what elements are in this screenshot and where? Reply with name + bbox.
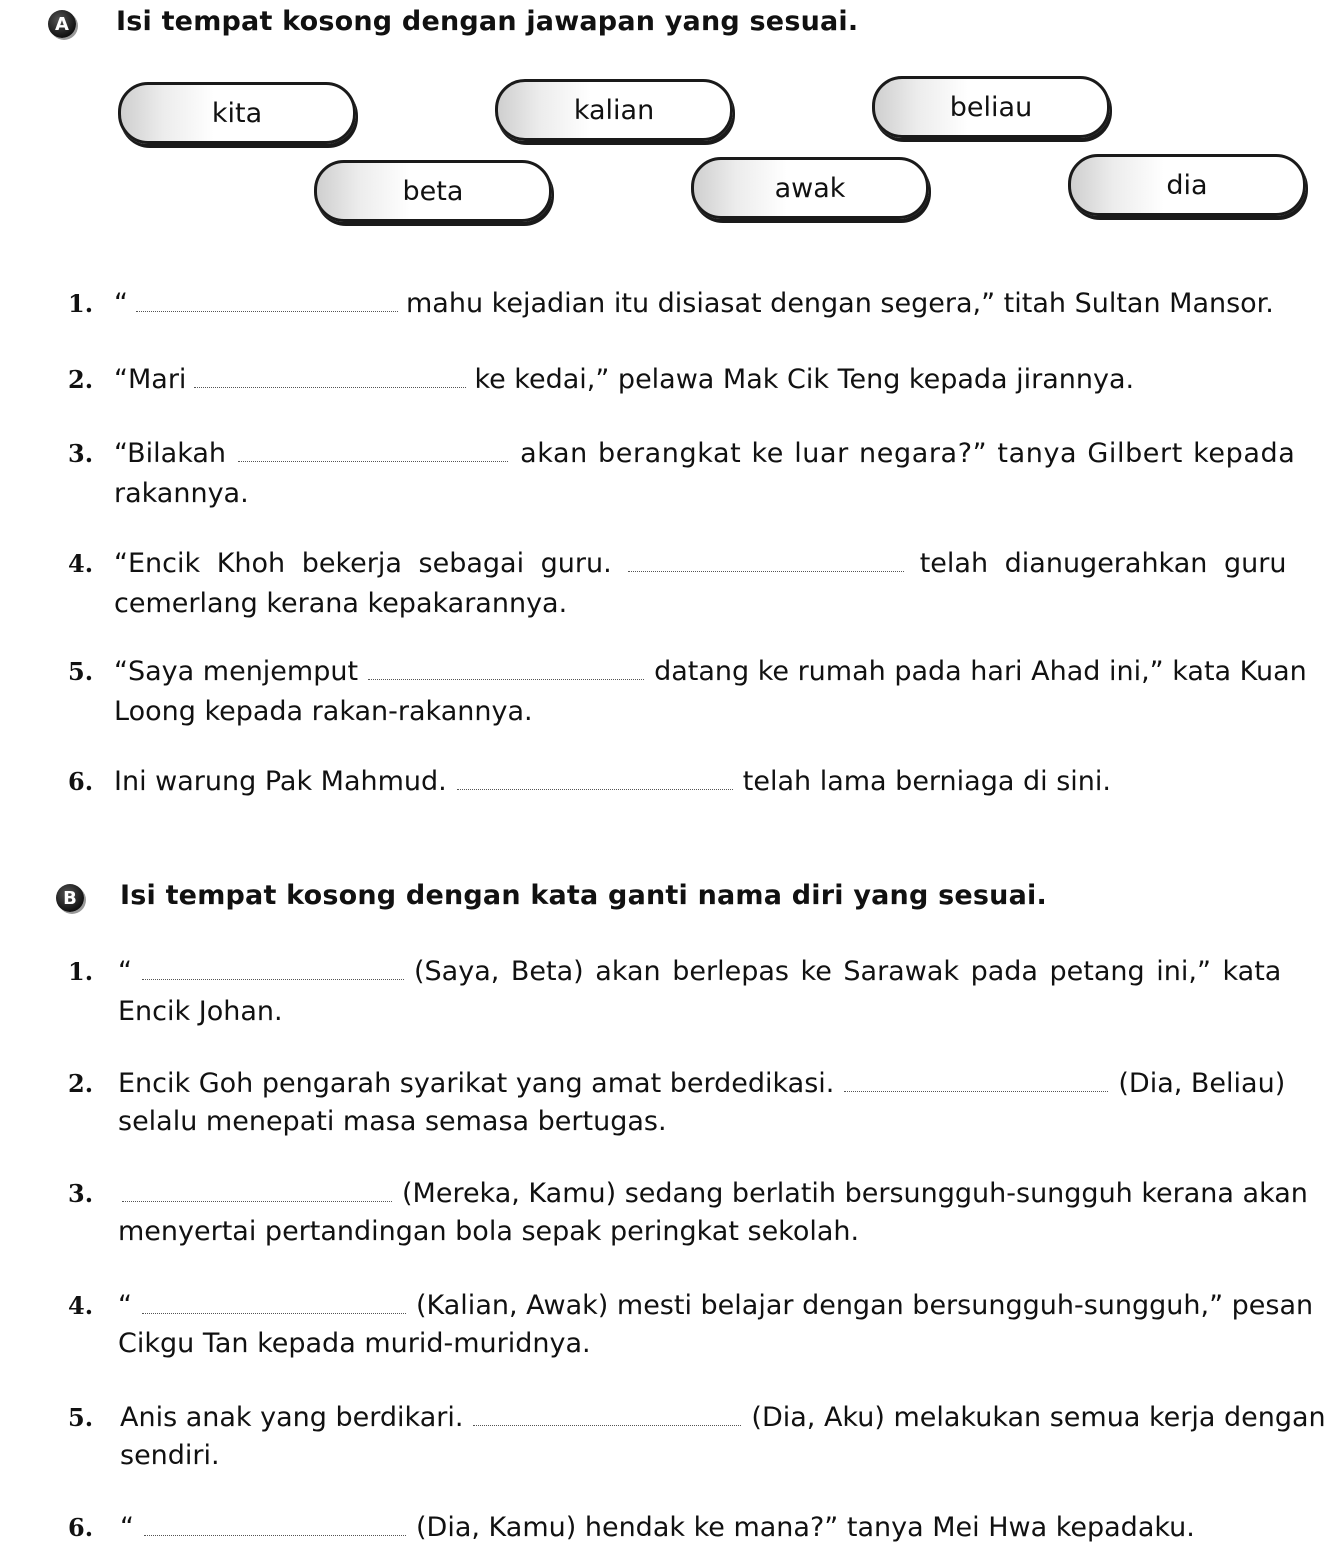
section-b-badge: B	[56, 884, 84, 912]
question-text-after: (Kalian, Awak) mesti belajar dengan bersungguh-sungguh,” pesan	[416, 1290, 1314, 1321]
question-number: 6.	[68, 1513, 94, 1542]
word-pill-awak: awak	[691, 157, 929, 219]
question-a4	[68, 544, 1314, 624]
answer-blank[interactable]	[142, 975, 404, 980]
answer-blank[interactable]	[194, 383, 466, 388]
question-text-before: “Saya menjemput	[114, 656, 359, 687]
question-number: 3.	[68, 1179, 94, 1208]
question-number: 2.	[68, 365, 94, 394]
question-b5	[68, 1398, 1326, 1478]
answer-blank[interactable]	[628, 567, 904, 572]
question-text-line2: sendiri.	[120, 1440, 220, 1471]
question-number: 5.	[68, 657, 94, 686]
word-pill-beliau: beliau	[872, 76, 1110, 138]
question-text-line2: Loong kepada rakan-rakannya.	[114, 696, 533, 727]
question-number: 1.	[68, 289, 94, 318]
section-a-badge: A	[48, 10, 76, 38]
question-text-after: (Dia, Kamu) hendak ke mana?” tanya Mei Hwa kepadaku.	[416, 1512, 1195, 1543]
word-pill-kita: kita	[118, 82, 356, 144]
question-number: 6.	[68, 767, 94, 796]
question-b6	[68, 1508, 1318, 1548]
question-a5	[68, 652, 1314, 732]
word-pill-kalian: kalian	[495, 79, 733, 141]
question-number: 1.	[68, 957, 94, 986]
answer-blank[interactable]	[144, 1531, 406, 1536]
question-b3	[68, 1174, 1318, 1254]
question-text-before: “	[120, 1512, 134, 1543]
question-b4	[68, 1286, 1318, 1366]
question-text-before: “	[118, 1290, 132, 1321]
question-number: 4.	[68, 1291, 94, 1320]
question-text-before: Encik Goh pengarah syarikat yang amat berdedikasi.	[118, 1068, 835, 1099]
question-text-line2: Encik Johan.	[118, 996, 283, 1027]
question-text-before: Ini warung Pak Mahmud.	[114, 766, 447, 797]
answer-blank[interactable]	[142, 1309, 406, 1314]
question-a2	[68, 360, 1308, 400]
question-text-line2: menyertai pertandingan bola sepak peringkat sekolah.	[118, 1216, 860, 1247]
question-text-line2: cemerlang kerana kepakarannya.	[114, 588, 568, 619]
answer-blank[interactable]	[844, 1087, 1108, 1092]
question-number: 3.	[68, 439, 94, 468]
question-text-before: “	[114, 288, 128, 319]
question-a3	[68, 434, 1314, 514]
question-text-after: telah lama berniaga di sini.	[742, 766, 1111, 797]
question-number: 5.	[68, 1403, 94, 1432]
question-text-after: akan berangkat ke luar negara?” tanya Gilbert kepada	[520, 438, 1296, 469]
answer-blank[interactable]	[368, 675, 644, 680]
answer-blank[interactable]	[473, 1421, 741, 1426]
question-number: 2.	[68, 1069, 94, 1098]
question-text-after: (Saya, Beta) akan berlepas ke Sarawak pada petang ini,” kata	[414, 956, 1282, 987]
question-text-before: “	[118, 956, 132, 987]
question-number: 4.	[68, 549, 94, 578]
answer-blank[interactable]	[136, 307, 398, 312]
question-b2	[68, 1064, 1318, 1144]
question-text-before: “Encik Khoh bekerja sebagai guru.	[114, 548, 612, 579]
question-b1	[68, 952, 1318, 1032]
word-pill-dia: dia	[1068, 154, 1306, 216]
answer-blank[interactable]	[238, 457, 508, 462]
question-text-before: Anis anak yang berdikari.	[120, 1402, 464, 1433]
word-pill-beta: beta	[314, 160, 552, 222]
question-text-after: ke kedai,” pelawa Mak Cik Teng kepada jirannya.	[474, 364, 1135, 395]
question-text-after: mahu kejadian itu disiasat dengan segera,” titah Sultan Mansor.	[406, 288, 1274, 319]
question-text-after: telah dianugerahkan guru	[919, 548, 1287, 579]
question-text-line2: Cikgu Tan kepada murid-muridnya.	[118, 1328, 591, 1359]
question-text-before: “Mari	[114, 364, 187, 395]
answer-blank[interactable]	[122, 1197, 392, 1202]
question-text-after: (Dia, Beliau)	[1118, 1068, 1286, 1099]
question-text-after: (Dia, Aku) melakukan semua kerja dengan	[751, 1402, 1326, 1433]
question-text-after: datang ke rumah pada hari Ahad ini,” kata Kuan	[654, 656, 1307, 687]
question-text-before: “Bilakah	[114, 438, 227, 469]
question-text-after: (Mereka, Kamu) sedang berlatih bersungguh-sungguh kerana akan	[402, 1178, 1308, 1209]
question-text-line2: rakannya.	[114, 478, 249, 509]
question-a6	[68, 762, 1308, 802]
answer-blank[interactable]	[457, 785, 733, 790]
question-text-line2: selalu menepati masa semasa bertugas.	[118, 1106, 667, 1137]
section-a-title: Isi tempat kosong dengan jawapan yang sesuai.	[116, 6, 859, 37]
question-a1	[68, 284, 1308, 324]
section-b-title: Isi tempat kosong dengan kata ganti nama diri yang sesuai.	[120, 880, 1047, 911]
